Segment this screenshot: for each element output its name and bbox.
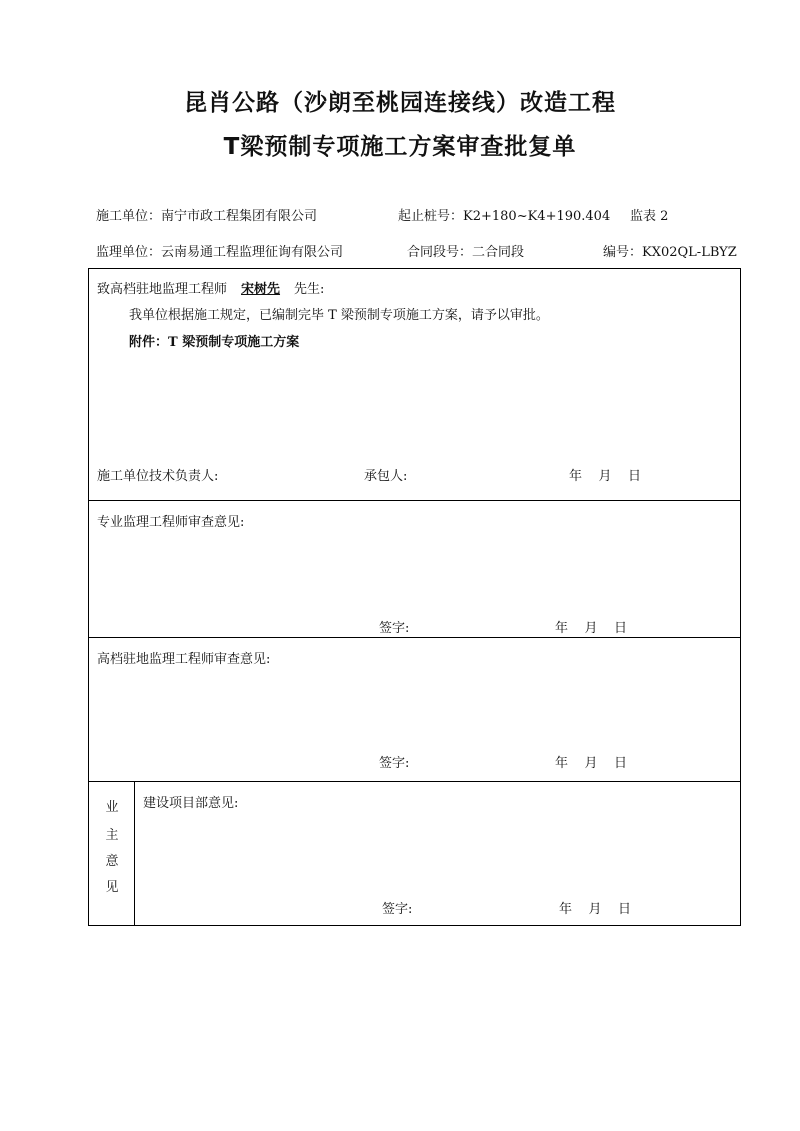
owner-opinion-heading: 建设项目部意见: (143, 796, 239, 811)
date-label: 年 月 日 (555, 756, 628, 771)
addressee-suffix: 先生: (294, 282, 325, 297)
form-number: 监表 2 (630, 209, 669, 224)
application-section (88, 268, 741, 501)
date-label: 年 月 日 (569, 469, 642, 484)
document-subtitle: T梁预制专项施工方案审查批复单 (223, 134, 577, 160)
specialist-review-section (88, 500, 741, 638)
serial-number: 编号：KX02QL-LBYZ (603, 245, 737, 260)
side-char: 意 (105, 854, 119, 869)
engineer-name: 宋树先 (241, 282, 281, 297)
date-label: 年 月 日 (559, 902, 632, 917)
date-label: 年 月 日 (555, 621, 628, 636)
supervisor-unit: 监理单位：云南易通工程监理征询有限公司 (96, 245, 344, 260)
resident-review-section (88, 637, 741, 782)
contract-section: 合同段号：二合同段 (407, 245, 525, 260)
signature-label: 签字: (379, 621, 410, 636)
application-body: 我单位根据施工规定，已编制完毕 T 梁预制专项施工方案，请予以审批。 (129, 308, 549, 323)
owner-opinion-section (88, 781, 741, 926)
contractor-sign-label: 承包人: (364, 469, 408, 484)
side-char: 业 (105, 800, 119, 815)
addressee-prefix: 致高档驻地监理工程师 (97, 282, 228, 297)
specialist-review-heading: 专业监理工程师审查意见: (97, 515, 245, 530)
signature-label: 签字: (379, 756, 410, 771)
resident-review-heading: 高档驻地监理工程师审查意见: (97, 652, 271, 667)
document-title: 昆肖公路（沙朗至桃园连接线）改造工程 (184, 90, 616, 116)
attachment-line: 附件：T 梁预制专项施工方案 (129, 335, 300, 350)
tech-lead-label: 施工单位技术负责人: (97, 469, 219, 484)
stake-range: 起止桩号：K2+180~K4+190.404 (398, 209, 611, 224)
owner-side-label (89, 782, 135, 925)
contractor-unit: 施工单位：南宁市政工程集团有限公司 (96, 209, 318, 224)
side-char: 主 (105, 828, 119, 843)
side-char: 见 (105, 880, 119, 895)
signature-label: 签字: (382, 902, 413, 917)
addressee-line (97, 278, 324, 297)
